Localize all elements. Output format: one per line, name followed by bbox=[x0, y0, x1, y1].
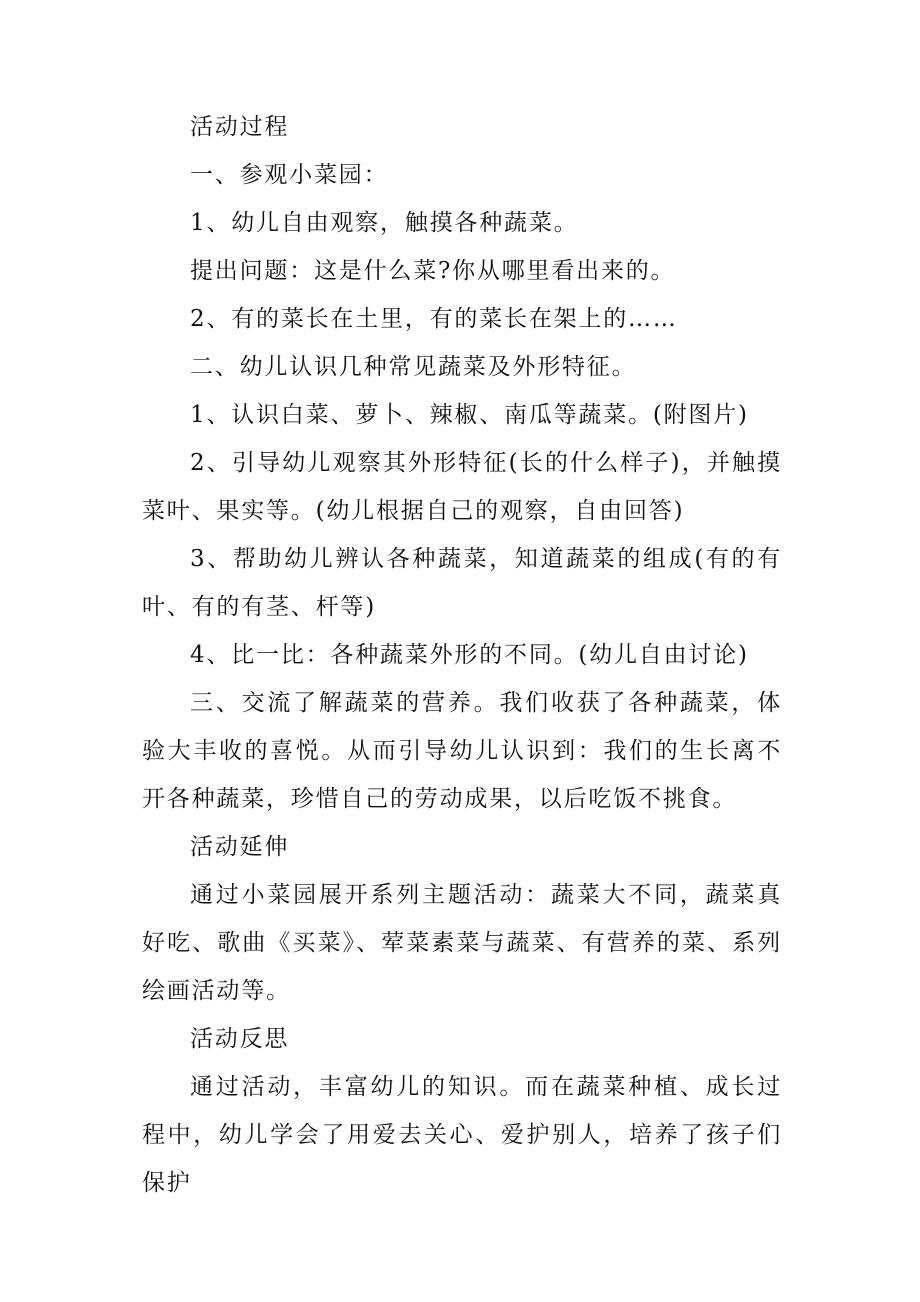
section-one-title: 一、参观小菜园： bbox=[190, 162, 389, 188]
paragraph-features: 2、引导幼儿观察其外形特征(长的什么样子)，并触摸菜叶、果实等。(幼儿根据自己的观察，自由回答) bbox=[142, 450, 782, 524]
heading-activity-reflection: 活动反思 bbox=[190, 1026, 290, 1052]
heading-activity-process: 活动过程 bbox=[190, 114, 290, 140]
paragraph-reflection: 通过活动，丰富幼儿的知识。而在蔬菜种植、成长过程中，幼儿学会了用爱去关心、爱护别人，培养了孩子们保护 bbox=[142, 1074, 782, 1196]
section-three-paragraph: 三、交流了解蔬菜的营养。我们收获了各种蔬菜，体验大丰收的喜悦。从而引导幼儿认识到：我们的生长离不开各种蔬菜，珍惜自己的劳动成果，以后吃饭不挑食。 bbox=[142, 690, 782, 812]
document-body bbox=[142, 103, 782, 1207]
paragraph-recognize: 1、认识白菜、萝卜、辣椒、南瓜等蔬菜。(附图片) bbox=[190, 402, 749, 428]
section-two-title: 二、幼儿认识几种常见蔬菜及外形特征。 bbox=[190, 354, 637, 380]
paragraph-identify: 3、帮助幼儿辨认各种蔬菜，知道蔬菜的组成(有的有叶、有的有茎、杆等) bbox=[142, 546, 782, 620]
paragraph-growth: 2、有的菜长在土里，有的菜长在架上的…… bbox=[190, 306, 678, 332]
paragraph-observe: 1、幼儿自由观察，触摸各种蔬菜。 bbox=[190, 210, 579, 236]
paragraph-extension: 通过小菜园展开系列主题活动：蔬菜大不同，蔬菜真好吃、歌曲《买菜》、荤菜素菜与蔬菜、有营养的菜、系列绘画活动等。 bbox=[142, 882, 782, 1004]
paragraph-question: 提出问题：这是什么菜?你从哪里看出来的。 bbox=[190, 258, 676, 284]
paragraph-compare: 4、比一比：各种蔬菜外形的不同。(幼儿自由讨论) bbox=[190, 642, 749, 668]
heading-activity-extension: 活动延伸 bbox=[190, 834, 290, 860]
